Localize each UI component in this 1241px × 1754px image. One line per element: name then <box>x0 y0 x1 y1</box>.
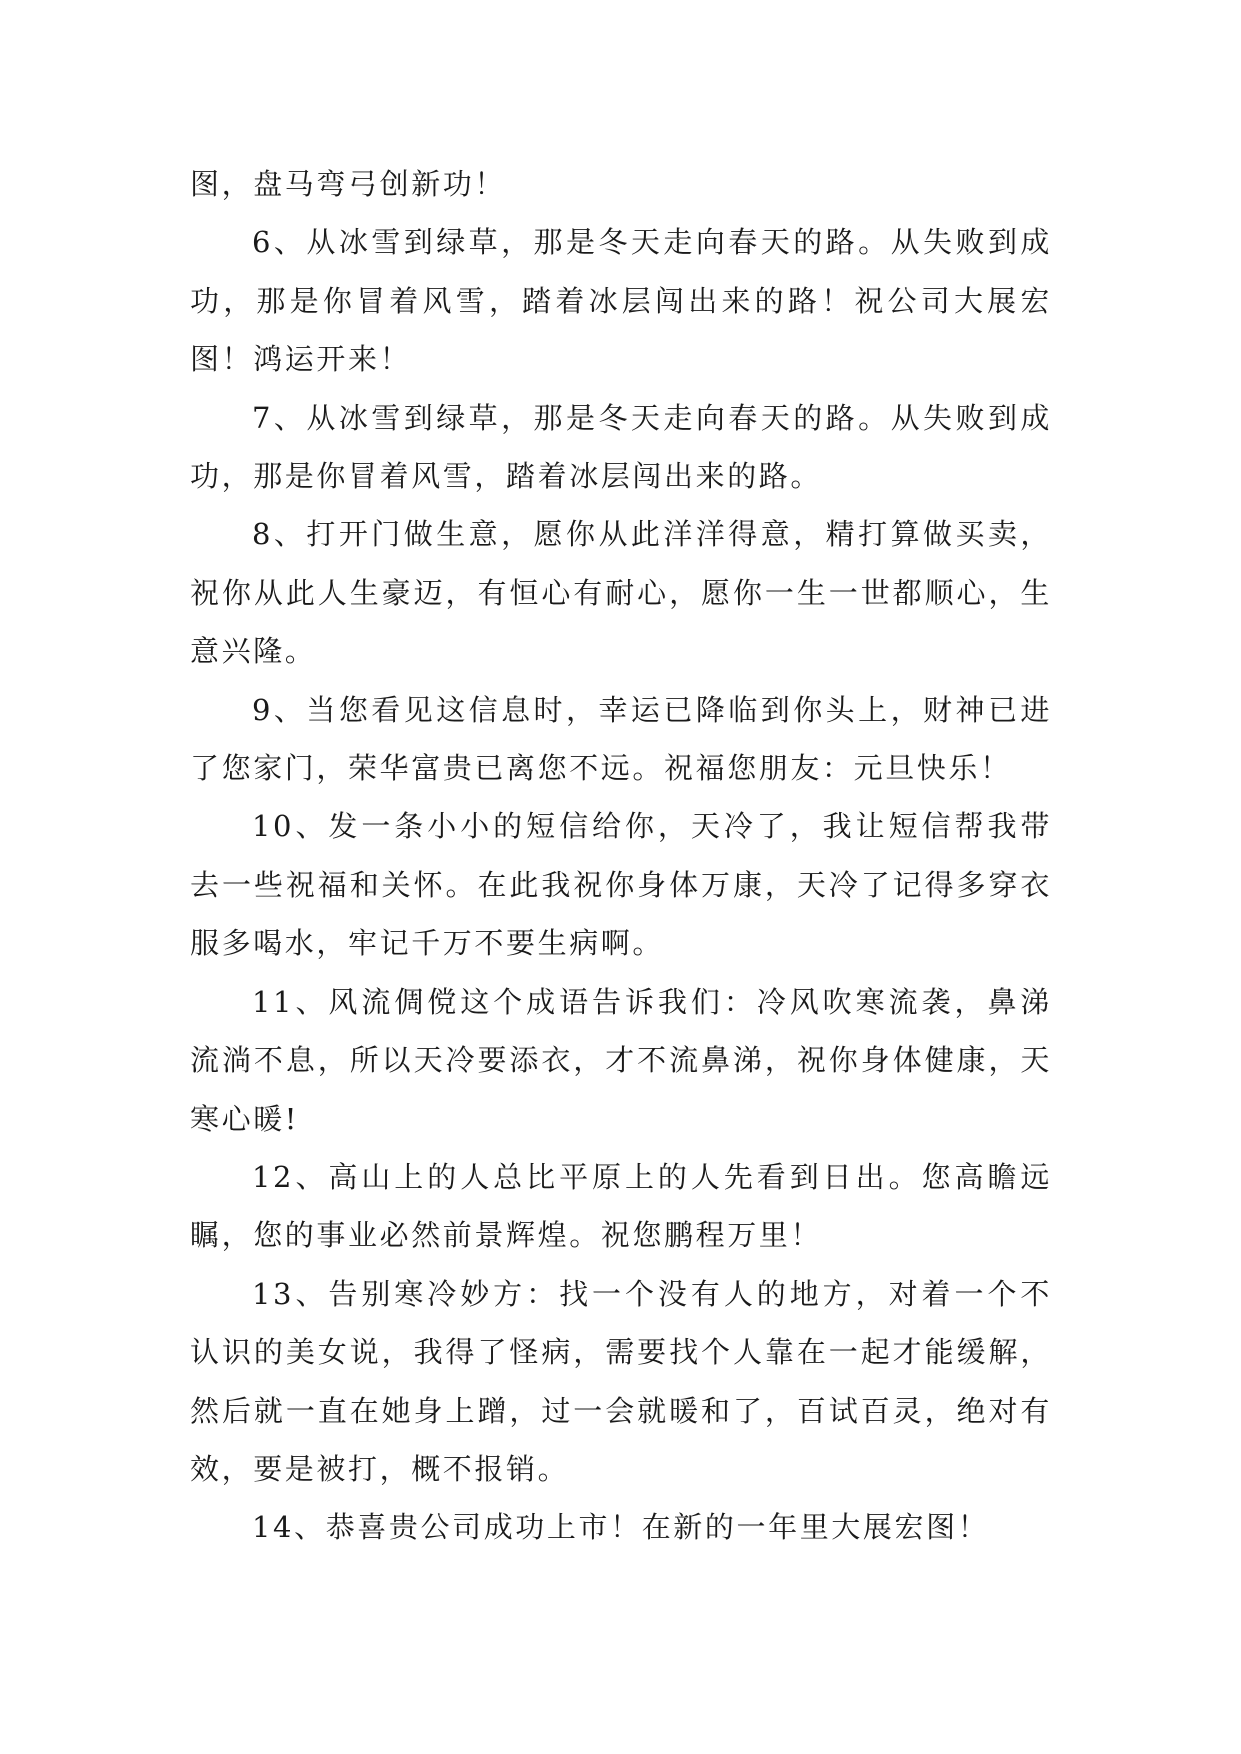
paragraph-item-10: 10、发一条小小的短信给你，天冷了，我让短信帮我带去一些祝福和关怀。在此我祝你身体万康，天冷了记得多穿衣服多喝水，牢记千万不要生病啊。 <box>190 809 1052 961</box>
paragraph-continuation: 图，盘马弯弓创新功！ <box>190 167 507 201</box>
paragraph-item-14: 14、恭喜贵公司成功上市！在新的一年里大展宏图！ <box>252 1510 990 1545</box>
paragraph-item-12: 12、高山上的人总比平原上的人先看到日出。您高瞻远瞩，您的事业必然前景辉煌。祝您鹏程万里！ <box>190 1159 1052 1253</box>
paragraph-item-11: 11、风流倜傥这个成语告诉我们：冷风吹寒流袭，鼻涕流淌不息，所以天冷要添衣，才不流鼻涕，祝你身体健康，天寒心暖! <box>190 984 1052 1136</box>
document-body <box>190 155 1052 1557</box>
paragraph-item-8: 8、打开门做生意，愿你从此洋洋得意，精打算做买卖，祝你从此人生豪迈，有恒心有耐心，愿你一生一世都顺心，生意兴隆。 <box>190 517 1052 669</box>
paragraph-item-7: 7、从冰雪到绿草，那是冬天走向春天的路。从失败到成功，那是你冒着风雪，踏着冰层闯出来的路。 <box>190 400 1052 494</box>
paragraph-item-9: 9、当您看见这信息时，幸运已降临到你头上，财神已进了您家门，荣华富贵已离您不远。祝福您朋友：元旦快乐！ <box>190 692 1052 786</box>
paragraph-item-13: 13、告别寒冷妙方：找一个没有人的地方，对着一个不认识的美女说，我得了怪病，需要找个人靠在一起才能缓解，然后就一直在她身上蹭，过一会就暖和了，百试百灵，绝对有效，要是被打，概不报销。 <box>190 1276 1052 1486</box>
paragraph-item-6: 6、从冰雪到绿草，那是冬天走向春天的路。从失败到成功，那是你冒着风雪，踏着冰层闯出来的路！祝公司大展宏图！鸿运开来！ <box>190 225 1052 377</box>
